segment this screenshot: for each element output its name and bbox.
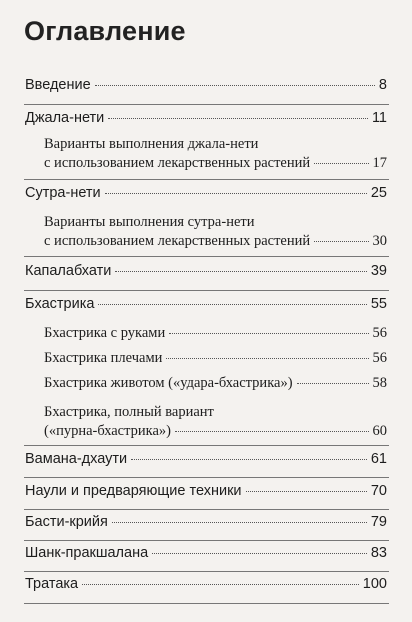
toc-leader-dots: [169, 333, 368, 334]
toc-leader-dots: [246, 491, 367, 492]
toc-entry-shank-prakshalana[interactable]: [25, 545, 387, 561]
toc-page-number: 79: [370, 514, 387, 530]
toc-divider: [24, 571, 389, 572]
toc-entry-label: Тратака: [25, 576, 79, 592]
toc-page-number: 56: [372, 350, 387, 366]
toc-page-number: 39: [370, 263, 387, 279]
toc-page-number: 8: [378, 77, 387, 93]
toc-divider: [24, 603, 389, 604]
toc-entry-label: Капалабхати: [25, 263, 112, 279]
toc-divider: [24, 445, 389, 446]
toc-entry-label: («пурна-бхастрика»): [44, 423, 171, 439]
toc-entry-jala-neti[interactable]: [25, 110, 387, 126]
toc-entry-label: Шанк-пракшалана: [25, 545, 149, 561]
toc-entry-label: Бхастрика с руками: [44, 325, 166, 341]
toc-leader-dots: [115, 271, 367, 272]
toc-entry-sutra-neti[interactable]: [25, 185, 387, 201]
toc-page-number: 70: [370, 483, 387, 499]
toc-divider: [24, 104, 389, 105]
toc-entry-label: Бхастрика плечами: [44, 350, 163, 366]
toc-subentry-line1: Варианты выполнения сутра-нети: [44, 214, 255, 230]
toc-subentry-sutra-neti-variants[interactable]: [44, 233, 387, 250]
toc-entry-nauli[interactable]: [25, 483, 387, 499]
toc-leader-dots: [98, 304, 366, 305]
toc-page-number: 17: [372, 155, 387, 171]
toc-entry-label: Бхастрика животом («удара-бхастрика»): [44, 375, 293, 391]
toc-entry-label: с использованием лекарственных растений: [44, 155, 311, 171]
toc-entry-label: Наули и предваряющие техники: [25, 483, 242, 499]
toc-divider: [24, 509, 389, 510]
toc-divider: [24, 179, 389, 180]
toc-subentry-bhastrika-full[interactable]: [44, 423, 387, 440]
toc-leader-dots: [152, 553, 367, 554]
toc-page-number: 60: [372, 423, 387, 439]
toc-page-number: 100: [362, 576, 387, 592]
toc-entry-kapalabhati[interactable]: [25, 263, 387, 279]
toc-page-number: 30: [372, 233, 387, 249]
toc-leader-dots: [82, 584, 359, 585]
toc-subentry-bhastrika-shoulders[interactable]: [44, 350, 387, 367]
toc-page-number: 25: [370, 185, 387, 201]
toc-entry-vamana-dhauti[interactable]: [25, 451, 387, 467]
toc-leader-dots: [314, 241, 368, 242]
toc-entry-label: Джала-нети: [25, 110, 105, 126]
toc-leader-dots: [108, 118, 368, 119]
toc-title: Оглавление: [24, 16, 186, 46]
toc-leader-dots: [314, 163, 368, 164]
toc-entry-label: Басти-крийя: [25, 514, 108, 530]
toc-subentry-jala-neti-variants[interactable]: [44, 155, 387, 172]
toc-divider: [24, 477, 389, 478]
toc-page-number: 58: [372, 375, 387, 391]
toc-leader-dots: [131, 459, 367, 460]
toc-page-number: 83: [370, 545, 387, 561]
toc-divider: [24, 290, 389, 291]
toc-leader-dots: [95, 85, 375, 86]
toc-page-number: 56: [372, 325, 387, 341]
toc-entry-label: Бхастрика: [25, 296, 95, 312]
toc-entry-trataka[interactable]: [25, 576, 387, 592]
toc-divider: [24, 540, 389, 541]
toc-subentry-bhastrika-belly[interactable]: [44, 375, 387, 392]
toc-leader-dots: [175, 431, 369, 432]
toc-subentry-bhastrika-hands[interactable]: [44, 325, 387, 342]
toc-subentry-line1: Бхастрика, полный вариант: [44, 404, 214, 420]
toc-entry-bhastrika[interactable]: [25, 296, 387, 312]
toc-page-number: 11: [371, 110, 387, 126]
toc-leader-dots: [297, 383, 369, 384]
toc-leader-dots: [112, 522, 367, 523]
toc-divider: [24, 256, 389, 257]
toc-entry-label: Введение: [25, 77, 91, 93]
toc-entry-vvedenie[interactable]: [25, 77, 387, 93]
toc-leader-dots: [105, 193, 367, 194]
toc-entry-basti-kriya[interactable]: [25, 514, 387, 530]
toc-page-number: 61: [370, 451, 387, 467]
toc-page-number: 55: [370, 296, 387, 312]
toc-subentry-line1: Варианты выполнения джала-нети: [44, 136, 259, 152]
toc-entry-label: Сутра-нети: [25, 185, 101, 201]
toc-entry-label: с использованием лекарственных растений: [44, 233, 311, 249]
toc-entry-label: Вамана-дхаути: [25, 451, 128, 467]
toc-leader-dots: [166, 358, 368, 359]
